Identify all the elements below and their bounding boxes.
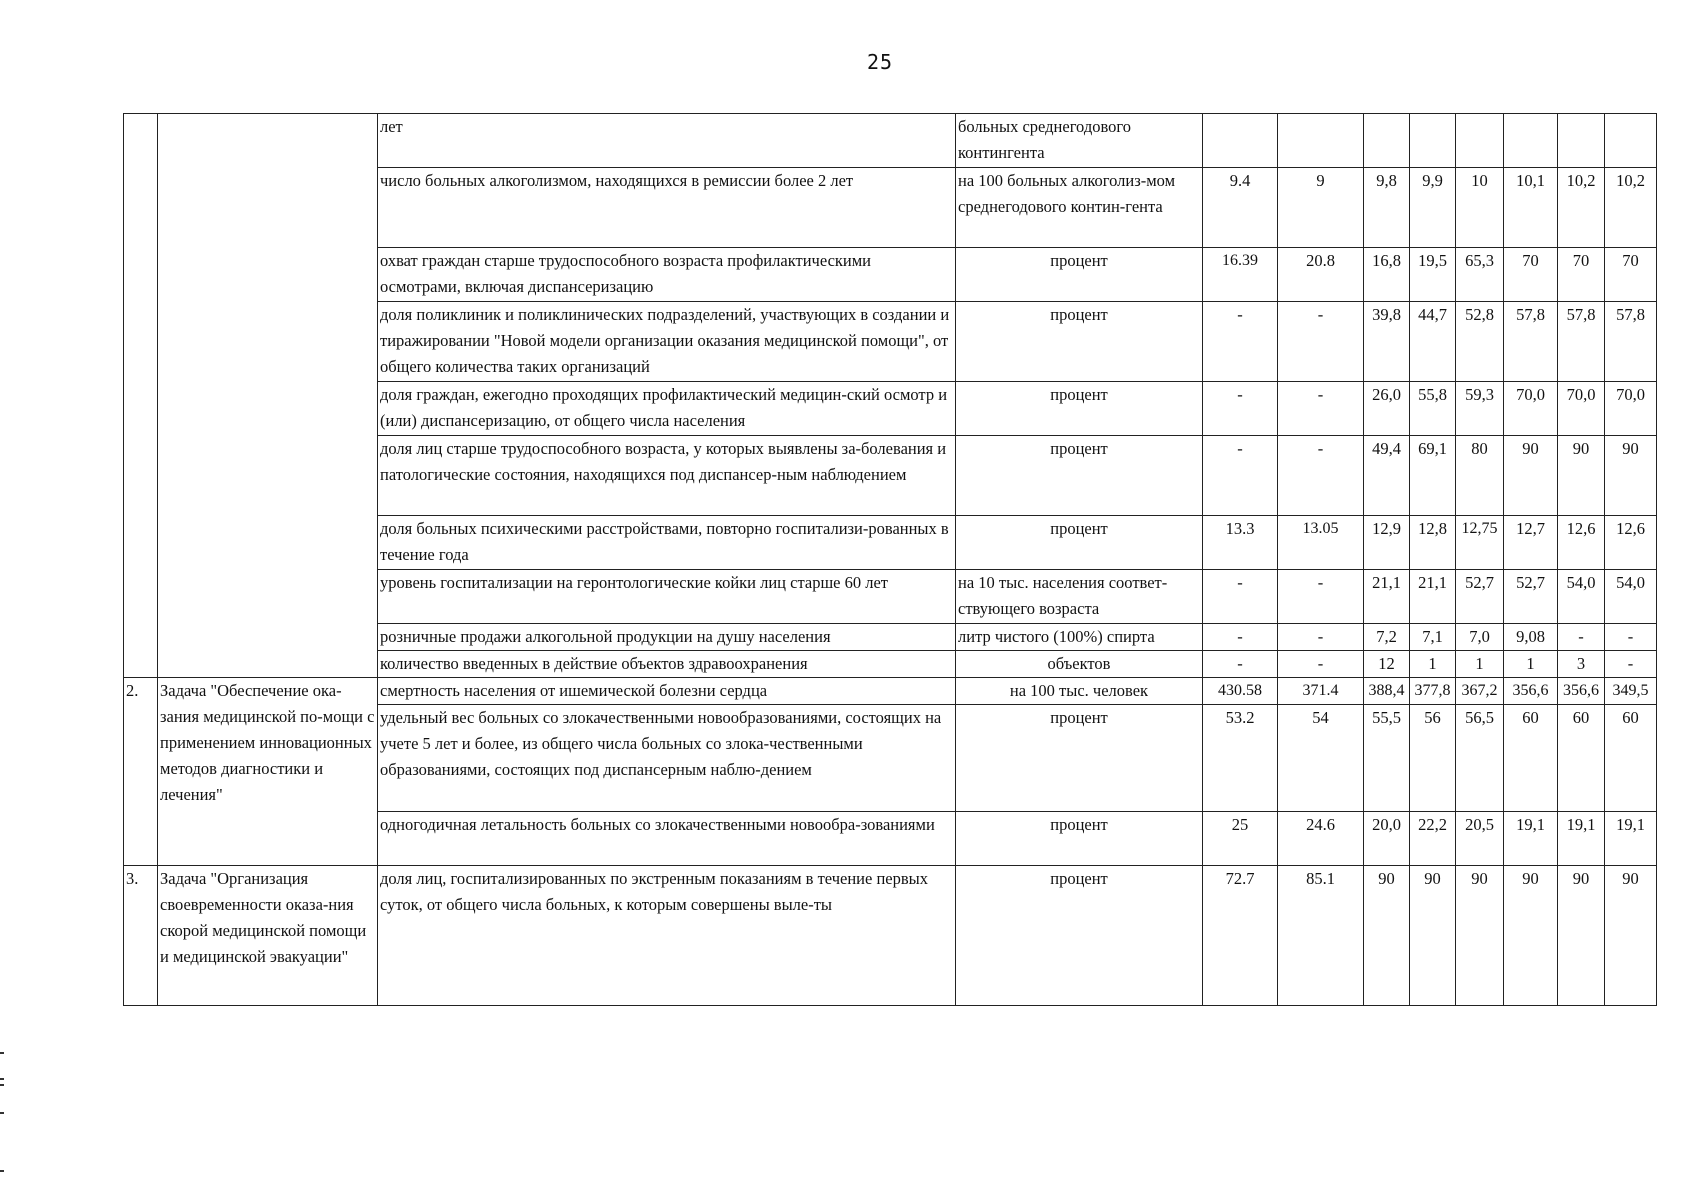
value-cell: 60 <box>1504 705 1558 812</box>
value-cell <box>1278 114 1364 168</box>
value-cell: - <box>1203 436 1278 516</box>
margin-mark <box>0 1084 4 1086</box>
value-cell: 52,8 <box>1456 302 1504 382</box>
value-cell: 60 <box>1558 705 1605 812</box>
unit-cell: больных среднегодового контингента <box>956 114 1203 168</box>
margin-mark <box>0 1112 4 1114</box>
value-cell: 72.7 <box>1203 866 1278 1006</box>
value-cell: 19,1 <box>1605 812 1657 866</box>
margin-mark <box>0 1078 4 1080</box>
value-cell: 3 <box>1558 651 1605 678</box>
value-cell: 57,8 <box>1504 302 1558 382</box>
value-cell: 70,0 <box>1558 382 1605 436</box>
indicator-cell: доля граждан, ежегодно проходящих профилактический медицин-ский осмотр и (или) диспансеризацию, от общего числа населения <box>378 382 956 436</box>
value-cell: - <box>1278 570 1364 624</box>
indicator-cell: количество введенных в действие объектов здравоохранения <box>378 651 956 678</box>
value-cell: 430.58 <box>1203 678 1278 705</box>
value-cell: - <box>1278 436 1364 516</box>
indicator-cell: смертность населения от ишемической болезни сердца <box>378 678 956 705</box>
value-cell: 60 <box>1605 705 1657 812</box>
value-cell: 9,08 <box>1504 624 1558 651</box>
value-cell: 356,6 <box>1504 678 1558 705</box>
unit-cell: на 100 больных алкоголиз-мом среднегодового контин-гента <box>956 168 1203 248</box>
unit-cell: объектов <box>956 651 1203 678</box>
value-cell: 59,3 <box>1456 382 1504 436</box>
value-cell: 20,0 <box>1364 812 1410 866</box>
unit-cell: процент <box>956 705 1203 812</box>
value-cell: 22,2 <box>1410 812 1456 866</box>
value-cell: 90 <box>1456 866 1504 1006</box>
value-cell <box>1558 114 1605 168</box>
value-cell: - <box>1278 302 1364 382</box>
value-cell: 371.4 <box>1278 678 1364 705</box>
value-cell: 9,9 <box>1410 168 1456 248</box>
value-cell: 12,8 <box>1410 516 1456 570</box>
value-cell: - <box>1558 624 1605 651</box>
value-cell: 70,0 <box>1605 382 1657 436</box>
indicator-cell: лет <box>378 114 956 168</box>
value-cell: 10,2 <box>1605 168 1657 248</box>
value-cell: 1 <box>1504 651 1558 678</box>
value-cell: 80 <box>1456 436 1504 516</box>
value-cell: 90 <box>1410 866 1456 1006</box>
value-cell: - <box>1605 624 1657 651</box>
value-cell: 56 <box>1410 705 1456 812</box>
unit-cell: процент <box>956 812 1203 866</box>
value-cell: - <box>1605 651 1657 678</box>
value-cell: 16.39 <box>1203 248 1278 302</box>
value-cell: 12 <box>1364 651 1410 678</box>
value-cell: 10,1 <box>1504 168 1558 248</box>
value-cell: 21,1 <box>1364 570 1410 624</box>
value-cell: 10 <box>1456 168 1504 248</box>
value-cell: 9,8 <box>1364 168 1410 248</box>
value-cell: 13.05 <box>1278 516 1364 570</box>
value-cell: 10,2 <box>1558 168 1605 248</box>
value-cell: - <box>1203 651 1278 678</box>
value-cell: 70 <box>1504 248 1558 302</box>
value-cell: 54 <box>1278 705 1364 812</box>
indicator-cell: одногодичная летальность больных со злокачественными новообра-зованиями <box>378 812 956 866</box>
value-cell: 19,1 <box>1558 812 1605 866</box>
value-cell: 70 <box>1558 248 1605 302</box>
unit-cell: процент <box>956 302 1203 382</box>
value-cell: 7,2 <box>1364 624 1410 651</box>
value-cell: - <box>1278 382 1364 436</box>
task-title-cell <box>158 114 378 678</box>
value-cell: 21,1 <box>1410 570 1456 624</box>
margin-mark <box>0 1052 4 1054</box>
value-cell: 85.1 <box>1278 866 1364 1006</box>
indicators-table <box>123 113 1657 1006</box>
value-cell: 16,8 <box>1364 248 1410 302</box>
task-index-cell: 2. <box>124 678 158 866</box>
value-cell: - <box>1203 382 1278 436</box>
indicator-cell: доля лиц старше трудоспособного возраста, у которых выявлены за-болевания и патологические состояния, находящихся под диспансер-ным наблюдением <box>378 436 956 516</box>
value-cell: 56,5 <box>1456 705 1504 812</box>
value-cell: 356,6 <box>1558 678 1605 705</box>
value-cell: 9.4 <box>1203 168 1278 248</box>
value-cell: 12,6 <box>1558 516 1605 570</box>
task-index-cell <box>124 114 158 678</box>
value-cell: 54,0 <box>1558 570 1605 624</box>
value-cell: 13.3 <box>1203 516 1278 570</box>
value-cell: 19,1 <box>1504 812 1558 866</box>
value-cell: 70,0 <box>1504 382 1558 436</box>
value-cell: 90 <box>1504 866 1558 1006</box>
value-cell: 25 <box>1203 812 1278 866</box>
value-cell: 12,9 <box>1364 516 1410 570</box>
value-cell: 7,1 <box>1410 624 1456 651</box>
value-cell: 54,0 <box>1605 570 1657 624</box>
value-cell: 20.8 <box>1278 248 1364 302</box>
value-cell: 90 <box>1558 866 1605 1006</box>
value-cell: 19,5 <box>1410 248 1456 302</box>
value-cell: 26,0 <box>1364 382 1410 436</box>
value-cell: 69,1 <box>1410 436 1456 516</box>
indicator-cell: доля поликлиник и поликлинических подразделений, участвующих в создании и тиражировании "Новой модели организации оказания медицинской помощи", от общего количества таких организаций <box>378 302 956 382</box>
value-cell: 39,8 <box>1364 302 1410 382</box>
table-row <box>124 114 1657 168</box>
value-cell <box>1410 114 1456 168</box>
value-cell: 1 <box>1456 651 1504 678</box>
value-cell: 1 <box>1410 651 1456 678</box>
page-number: 25 <box>866 50 894 74</box>
table-row <box>124 678 1657 705</box>
value-cell: 57,8 <box>1558 302 1605 382</box>
value-cell: 90 <box>1605 436 1657 516</box>
table-row <box>124 866 1657 1006</box>
value-cell: 70 <box>1605 248 1657 302</box>
value-cell <box>1504 114 1558 168</box>
value-cell: 388,4 <box>1364 678 1410 705</box>
value-cell: 90 <box>1558 436 1605 516</box>
value-cell: - <box>1203 570 1278 624</box>
margin-mark <box>0 1170 4 1172</box>
value-cell <box>1203 114 1278 168</box>
value-cell <box>1605 114 1657 168</box>
unit-cell: литр чистого (100%) спирта <box>956 624 1203 651</box>
value-cell: 90 <box>1605 866 1657 1006</box>
value-cell: 367,2 <box>1456 678 1504 705</box>
value-cell: - <box>1278 651 1364 678</box>
value-cell: 12,6 <box>1605 516 1657 570</box>
value-cell: 49,4 <box>1364 436 1410 516</box>
unit-cell: процент <box>956 436 1203 516</box>
value-cell: 53.2 <box>1203 705 1278 812</box>
value-cell: 44,7 <box>1410 302 1456 382</box>
indicator-cell: охват граждан старше трудоспособного возраста профилактическими осмотрами, включая диспансеризацию <box>378 248 956 302</box>
unit-cell: на 10 тыс. населения соответ-ствующего возраста <box>956 570 1203 624</box>
task-title-cell: Задача "Организация своевременности оказа-ния скорой медицинской помощи и медицинской эвакуации" <box>158 866 378 1006</box>
indicator-cell: удельный вес больных со злокачественными новообразованиями, состоящих на учете 5 лет и более, из общего числа больных со злока-чественными образованиями, состоящих под диспансерным наблю-дением <box>378 705 956 812</box>
value-cell: 55,8 <box>1410 382 1456 436</box>
task-title-cell: Задача "Обеспечение ока-зания медицинской по-мощи с применением инновационных методов диагностики и лечения" <box>158 678 378 866</box>
value-cell: - <box>1203 624 1278 651</box>
value-cell: 55,5 <box>1364 705 1410 812</box>
value-cell: 57,8 <box>1605 302 1657 382</box>
value-cell: 12,7 <box>1504 516 1558 570</box>
value-cell: 20,5 <box>1456 812 1504 866</box>
value-cell: - <box>1203 302 1278 382</box>
indicator-cell: розничные продажи алкогольной продукции на душу населения <box>378 624 956 651</box>
value-cell: 52,7 <box>1504 570 1558 624</box>
value-cell: - <box>1278 624 1364 651</box>
value-cell: 12,75 <box>1456 516 1504 570</box>
value-cell: 24.6 <box>1278 812 1364 866</box>
value-cell: 65,3 <box>1456 248 1504 302</box>
value-cell: 7,0 <box>1456 624 1504 651</box>
unit-cell: процент <box>956 516 1203 570</box>
value-cell <box>1456 114 1504 168</box>
task-index-cell: 3. <box>124 866 158 1006</box>
value-cell <box>1364 114 1410 168</box>
unit-cell: процент <box>956 248 1203 302</box>
value-cell: 52,7 <box>1456 570 1504 624</box>
indicator-cell: уровень госпитализации на геронтологические койки лиц старше 60 лет <box>378 570 956 624</box>
value-cell: 90 <box>1504 436 1558 516</box>
indicator-cell: доля больных психическими расстройствами, повторно госпитализи-рованных в течение года <box>378 516 956 570</box>
value-cell: 349,5 <box>1605 678 1657 705</box>
value-cell: 9 <box>1278 168 1364 248</box>
unit-cell: процент <box>956 382 1203 436</box>
value-cell: 90 <box>1364 866 1410 1006</box>
unit-cell: процент <box>956 866 1203 1006</box>
indicator-cell: доля лиц, госпитализированных по экстренным показаниям в течение первых суток, от общего числа больных, к которым совершены выле-ты <box>378 866 956 1006</box>
unit-cell: на 100 тыс. человек <box>956 678 1203 705</box>
indicator-cell: число больных алкоголизмом, находящихся в ремиссии более 2 лет <box>378 168 956 248</box>
value-cell: 377,8 <box>1410 678 1456 705</box>
